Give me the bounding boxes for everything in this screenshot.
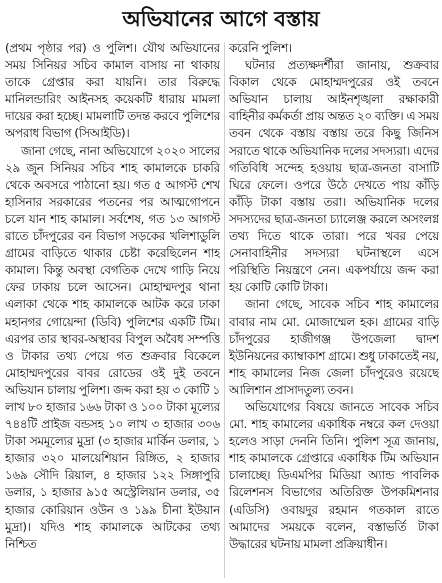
paragraph-family-background: জানা গেছে, সাবেক সচিব শাহ কামালের বাবার নাম মো. মোজাম্মেল হক। গ্রামের বাড়ি চাঁদপুরের হাজীগঞ্জ উপজেলা দ্বাদশ ইউনিয়নের ক্যাম্বাকাশ গ্রামে। শুধু ঢাকাতেই নয়, শাহ কামালের নিজ জেলা চাঁদপুরেও রয়েছে আলিশান প্রাসাদতুল্য তবন। bbox=[229, 297, 439, 397]
article-column-left bbox=[5, 40, 220, 581]
paragraph-police-response: অভিযোগের বিষয়ে জানতে সাবেক সচিব মো. শাহ কামালের একাধিক নম্বরে কল দেওয়া হলেও সাড়া দেননি তিনি। পুলিশ সূত্র জানায়, শাহ কামালকে গ্রেপ্তারে একাধিক টিম অভিযান চালাচ্ছে। ডিএমপির মিডিয়া অ্যান্ড পাবলিক রিলেশনস বিভাগের অতিরিক্ত উপকমিশনার (এডিসি) ওবায়দুর রহমান গতকাল রাতে আমাদের সময়কে বলেন, বস্তাভর্তি টাকা উদ্ধারের ঘটনায় মামলা প্রক্রিয়াধীন। bbox=[229, 399, 439, 551]
headline: অভিযানের আগে বস্তায় bbox=[122, 7, 320, 31]
paragraph-shah-kamal-background: জানা গেছে, নানা অভিযোগে ২০২০ সালের ২৯ জুন সিনিয়র সচিব শাহ কামালকে চাকরি থেকে অবসরে পাঠানো হয়। গত ৫ আগস্ট শেখ হাসিনার সরকারের পতনের পর আত্মগোপনে চলে যান শাহ কামাল। সর্বশেষ, গত ১৩ আগস্ট রাতে চাঁদপুরের বন বিভাগ সড়কের খলিশাডুলি গ্রামের বাড়িতে থাকার চেষ্টা করেছিলেন শাহ কামাল। কিন্তু অবস্থা বেগতিক দেখে গাড়ি নিয়ে ফের ঢাকায় চলে আসেন। মোহাম্মদপুর থানা এলাকা থেকে শাহ কামালকে আটক করে ঢাকা মহানগর গোয়েন্দা (ডিবি) পুলিশের একটি টিম। এরপর তার স্থাবর-অস্থাবর বিপুল অবৈধ সম্পত্তি ও টাকার তথ্য পেয়ে গত শুক্রবার বিকেলে মোহাম্মদপুরের বাবর রোডের ওই দুই তবনে অভিযান চালায় পুলিশ। জব্দ করা হয় ৩ কোটি ১ লাখ ৮০ হাজার ১৬৬ টাকা ও ১০০ টাকা মূল্যের ৭৪৪টি প্রাইজ বন্ডসহ ১০ লাখ ৩ হাজার ৩০৬ টাকা সমমূল্যের মুদ্রা (৩ হাজার মার্কিন ডলার, ১ হাজার ৩২০ মালয়েশিয়ান রিঙ্গিত, ২ হাজার ১৬৯ সৌদি রিয়াল, ৪ হাজার ১২২ সিঙ্গাপুরি ডলার, ১ হাজার ৯১৫ অস্ট্রেলিয়ান ডলার, ৩৫ হাজার কোরিয়ান ওউন ও ১৯৯ চীনা ইউয়ান মুদ্রা)। যদিও শাহ কামালকে আটকের তথ্য নিশ্চিত bbox=[5, 143, 220, 551]
paragraph-police-not-confirmed: করেনি পুলিশ। bbox=[229, 41, 292, 55]
column-divider bbox=[224, 42, 225, 578]
paragraph-eyewitness-account: ঘটনার প্রত্যক্ষদর্শীরা জানায়, শুক্রবার বিকাল থেকে মোহাম্মদপুরের ওই তবনে অভিযান চালায় আইনশৃঙ্খলা রক্ষাকারী বাহিনীর কর্মকর্তা প্রায় অন্তত ২০ ব্যক্তি। এ সময় তবন থেকে বস্তায় বস্তায় তরে কিছু জিনিস সরাতে থাকে অভিযানিক দলের সদস্যরা। এদের গতিবিধি সন্দেহ হওয়ায় ছাত্র-জনতা বাসাটি ঘিরে ফেলে। ওপরে উঠে দেখতে পায় কাঁড়ি কাঁড়ি টাকা বস্তায় তরা। অভিযানিক দলের সদস্যদের ছাত্র-জনতা চ্যালেঞ্জ করলে অসংলগ্ন তথ্য দিতে থাকে তারা। পরে খবর পেয়ে সেনাবাহিনীর সদস্যরা ঘটনাস্থলে এসে পরিস্থিতি নিয়ন্ত্রণে নেন। একপর্যায়ে জব্দ করা হয় কোটি কোটি টাকা। bbox=[229, 58, 439, 295]
article-column-right bbox=[229, 40, 439, 581]
paragraph-continued-from-front-page: (প্রথম পৃষ্ঠার পর) ও পুলিশ। যৌথ অভিযানের সময় সিনিয়র সচিব কামাল বাসায় না থাকায় তাকে গ্রেপ্তার করা যায়নি। তার বিরুদ্ধে মানিলন্ডারিং আইনসহ কয়েকটি ধারায় মামলা দায়ের করা হচ্ছে। মামলাটি তদন্ত করবে পুলিশের অপরাধ বিভাগ (সিআইডি)। bbox=[5, 41, 220, 141]
